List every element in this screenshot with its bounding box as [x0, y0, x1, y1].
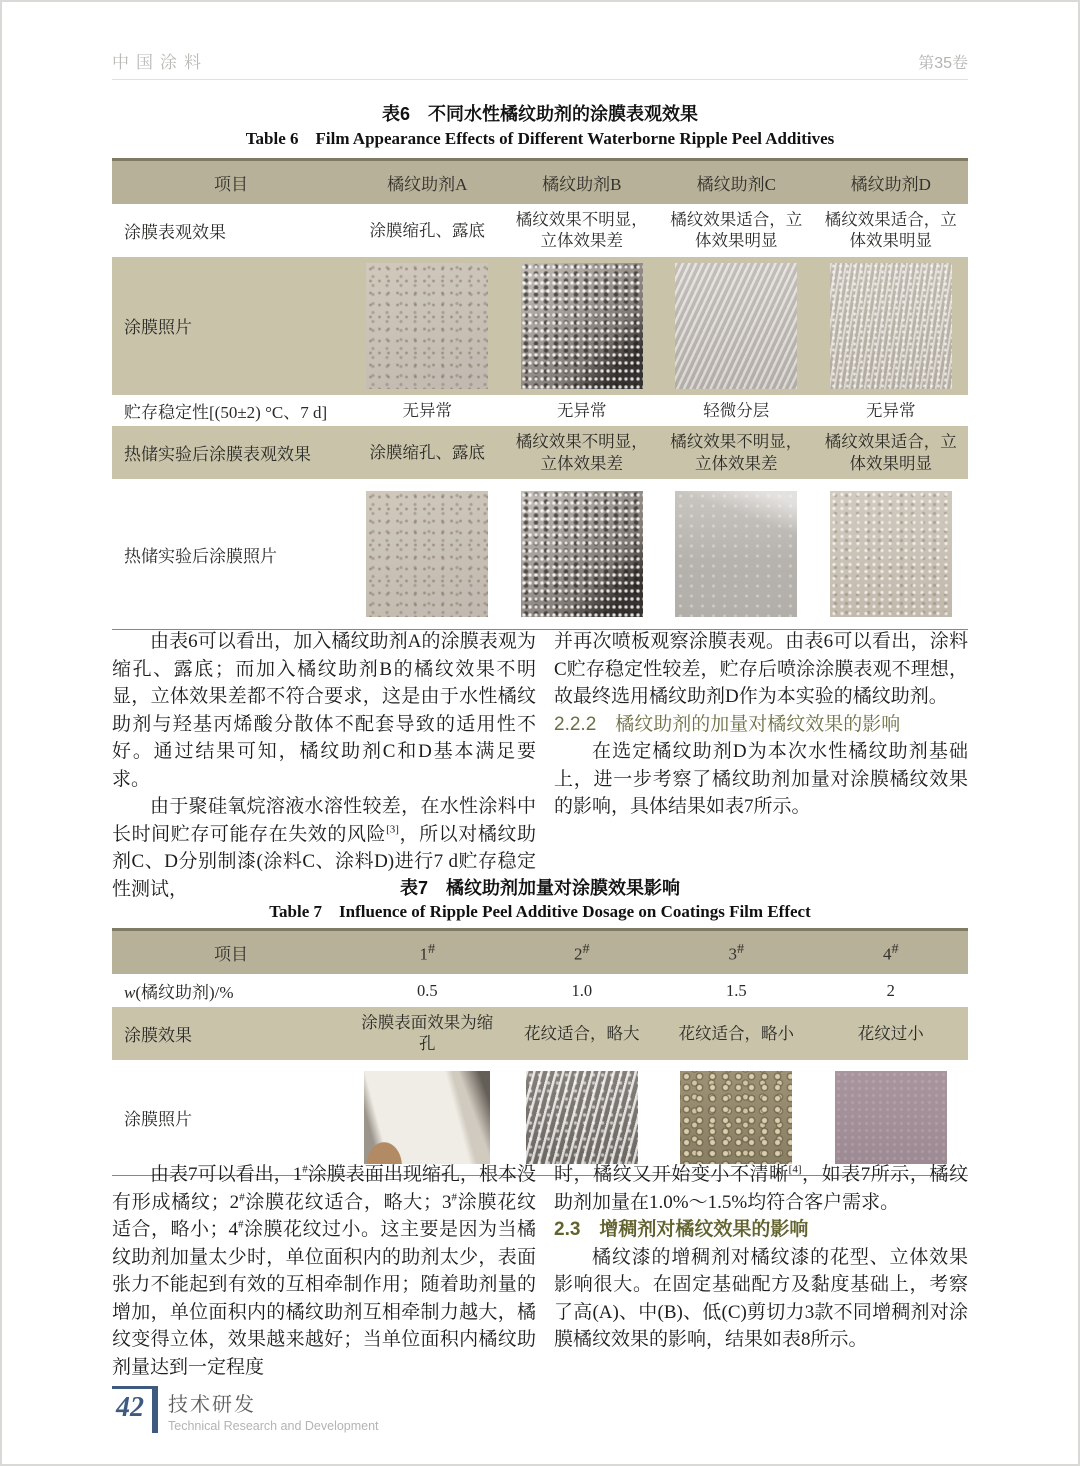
footer-section-en: Technical Research and Development	[168, 1419, 379, 1433]
film-photo	[521, 491, 643, 617]
page-number: 42	[116, 1392, 144, 1423]
row-label: 贮存稳定性[(50±2) °C、7 d]	[124, 403, 328, 423]
table7	[112, 928, 968, 1176]
section-heading-2-2-2: 2.2.2 橘纹助剂的加量对橘纹效果的影响	[554, 713, 901, 735]
running-head	[112, 50, 968, 80]
row-label: 热储实验后涂膜照片	[124, 546, 277, 566]
column-header: 项目	[214, 945, 248, 964]
table7-caption-zh: 表7 橘纹助剂加量对涂膜效果影响	[399, 878, 680, 898]
table-cell: 橘纹效果适合，立体效果明显	[824, 210, 957, 251]
table-cell: 涂膜缩孔、露底	[369, 220, 485, 240]
film-photo	[364, 1071, 490, 1164]
paragraph: 由表7可以看出，1#涂膜表面出现缩孔，根本没有形成橘纹；2#涂膜花纹适合，略大；3#涂膜花纹适合，略小；4#涂膜花纹过小。这主要是因为当橘纹助剂加量太少时，单位面积内的助剂太少，表面张力不能起到有效的互相牵制作用；随着助剂量的增加，单位面积内的橘纹助剂互相牵制力越大，橘纹变得立体，效果越来越好；当单位面积内橘纹助剂量达到一定程度	[112, 1163, 536, 1378]
table6-row-heat-photo	[112, 479, 968, 629]
row-label: 涂膜效果	[124, 1025, 192, 1045]
table6-row-appearance	[112, 204, 968, 257]
table-cell: 无异常	[402, 400, 452, 420]
table6-row-storage	[112, 395, 968, 426]
film-photo	[680, 1071, 792, 1164]
journal-title: 中国涂料	[112, 53, 208, 72]
right-column	[554, 1161, 968, 1381]
table-cell: 橘纹效果不明显，立体效果差	[515, 432, 648, 473]
column-header: 2#	[573, 940, 590, 964]
row-label: 涂膜照片	[124, 318, 192, 338]
row-label: 涂膜照片	[124, 1109, 192, 1129]
table-cell: 无异常	[557, 400, 607, 420]
footer-section-zh: 技术研发	[168, 1394, 256, 1416]
film-photo	[366, 491, 488, 617]
table6	[112, 158, 968, 630]
table-cell: 1.0	[571, 980, 593, 1000]
film-photo	[366, 263, 488, 389]
paragraph: 橘纹漆的增稠剂对橘纹漆的花型、立体效果影响很大。在固定基础配方及黏度基础上，考察了高(A)、中(B)、低(C)剪切力3款不同增稠剂对涂膜橘纹效果的影响，结果如表8所示。	[554, 1246, 968, 1350]
table7-row-effect	[112, 1007, 968, 1060]
table-cell: 花纹过小	[857, 1023, 924, 1043]
column-header: 项目	[214, 175, 248, 194]
table7-caption-en: Table 7 Influence of Ripple Peel Additive Dosage on Coatings Film Effect	[269, 902, 811, 921]
table6-caption-en: Table 6 Film Appearance Effects of Different Waterborne Ripple Peel Additives	[245, 129, 835, 148]
row-label: 热储实验后涂膜表观效果	[124, 445, 311, 465]
table-cell: 橘纹效果不明显，立体效果差	[515, 210, 648, 251]
row-label: 涂膜表观效果	[124, 222, 226, 242]
column-header: 橘纹助剂A	[387, 175, 468, 194]
table-cell: 花纹适合，略小	[678, 1023, 794, 1043]
right-column	[554, 628, 968, 903]
film-photo	[830, 491, 952, 617]
page-footer	[112, 1386, 379, 1433]
row-label: w(橘纹助剂)/%	[124, 983, 234, 1002]
table-cell: 2	[886, 980, 895, 1000]
table7-row-dosage	[112, 974, 968, 1007]
paragraph: 时，橘纹又开始变小不清晰[4]，如表7所示，橘纹助剂加量在1.0%～1.5%均符合客户需求。	[554, 1163, 968, 1213]
table6-row-heat	[112, 426, 968, 479]
left-column	[112, 628, 536, 903]
column-header: 3#	[728, 940, 745, 964]
body-text-2	[112, 1161, 968, 1381]
table-cell: 涂膜缩孔、露底	[369, 443, 485, 463]
table7-header-row	[112, 931, 968, 974]
film-photo	[526, 1071, 638, 1164]
table7-row-photo	[112, 1060, 968, 1175]
column-header: 4#	[882, 940, 899, 964]
table-cell: 轻微分层	[703, 400, 770, 420]
page-number-badge	[112, 1386, 158, 1433]
table-cell: 涂膜表面效果为缩孔	[361, 1013, 494, 1054]
left-column	[112, 1161, 536, 1381]
table-cell: 无异常	[866, 400, 916, 420]
film-photo	[830, 263, 952, 389]
film-photo	[835, 1071, 947, 1164]
table6-row-photo	[112, 257, 968, 395]
column-header: 橘纹助剂D	[850, 175, 931, 194]
footer-divider-bar	[152, 1389, 158, 1433]
film-photo	[675, 263, 797, 389]
film-photo	[675, 491, 797, 617]
table-cell: 花纹适合，略大	[524, 1023, 640, 1043]
table-cell: 橘纹效果适合，立体效果明显	[670, 210, 803, 251]
table-cell: 橘纹效果适合，立体效果明显	[824, 432, 957, 473]
column-header: 橘纹助剂B	[542, 175, 622, 194]
section-heading-2-3: 2.3 增稠剂对橘纹效果的影响	[554, 1219, 809, 1240]
paragraph: 由表6可以看出，加入橘纹助剂A的涂膜表观为缩孔、露底；而加入橘纹助剂B的橘纹效果不明显，立体效果差都不符合要求，这是由于水性橘纹助剂与羟基丙烯酸分散体不配套导致的适用性不好。通过结果可知，橘纹助剂C和D基本满足要求。	[112, 631, 536, 790]
column-header: 1#	[419, 940, 436, 964]
paragraph: 由于聚硅氧烷溶液水溶性较差，在水性涂料中长时间贮存可能存在失效的风险[3]，所以对橘纹助剂C、D分别制漆(涂料C、涂料D)进行7 d贮存稳定性测试，	[112, 796, 536, 900]
column-header: 橘纹助剂C	[696, 175, 776, 194]
table-cell: 橘纹效果不明显，立体效果差	[670, 432, 803, 473]
paragraph: 并再次喷板观察涂膜表观。由表6可以看出，涂料C贮存稳定性较差，贮存后喷涂涂膜表观不理想，故最终选用橘纹助剂D作为本实验的橘纹助剂。	[554, 631, 968, 707]
film-photo	[521, 263, 643, 389]
table6-header-row	[112, 161, 968, 204]
table6-caption-zh: 表6 不同水性橘纹助剂的涂膜表观效果	[381, 104, 698, 124]
table-cell: 1.5	[725, 980, 747, 1000]
body-text-1	[112, 628, 968, 903]
volume-label: 第35卷	[918, 55, 968, 72]
paragraph: 在选定橘纹助剂D为本次水性橘纹助剂基础上，进一步考察了橘纹助剂加量对涂膜橘纹效果的影响，具体结果如表7所示。	[554, 741, 968, 817]
table-cell: 0.5	[416, 980, 438, 1000]
